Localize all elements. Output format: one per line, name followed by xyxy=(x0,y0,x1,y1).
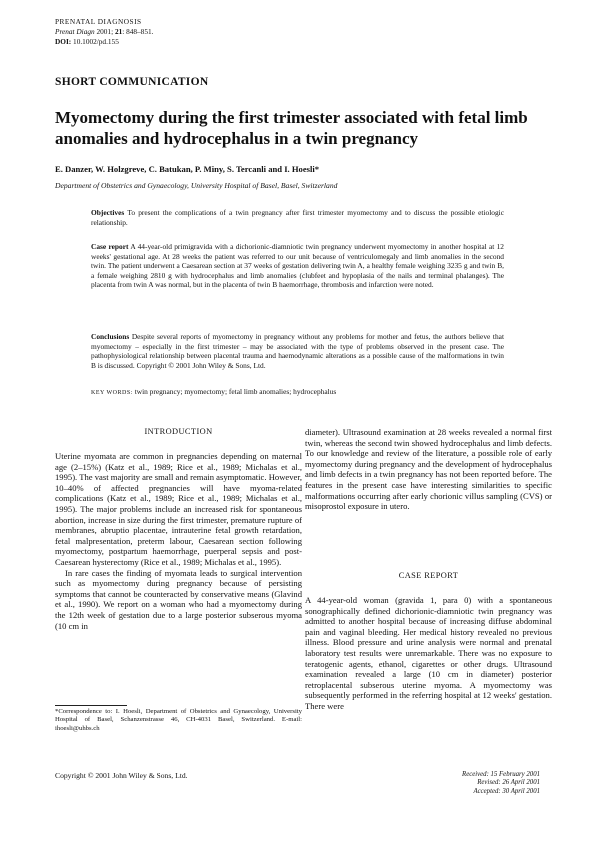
keywords xyxy=(91,387,504,396)
copyright-notice: Copyright © 2001 John Wiley & Sons, Ltd. xyxy=(55,771,188,780)
objectives-label: Objectives xyxy=(91,208,125,217)
journal-volume: 21 xyxy=(114,27,123,36)
revised-date: Revised: 26 April 2001 xyxy=(477,779,540,787)
author-list: E. Danzer, W. Holzgreve, C. Batukan, P. Miny, S. Tercanli and I. Hoesli* xyxy=(55,164,320,174)
journal-abbrev: Prenat Diagn xyxy=(55,27,95,36)
conclusions-label: Conclusions xyxy=(91,332,130,341)
intro-paragraph-2: In rare cases the finding of myomata leads to surgical intervention such as myomectomy during pregnancy because of persisting symptoms that cannot be counteracted by conservative means (Glavind et al., 1990). We report on a woman who had a myomectomy during the 12th week of gestation due to a large posterior subserous myoma (10 cm in xyxy=(55,567,302,631)
case-report-text: A 44-year-old primigravida with a dichorionic-diamniotic twin pregnancy underwent myomectomy in another hospital at 12 weeks' gestational age. At 28 weeks the patient was referred to our unit because of ventriculomegaly and limb anomalies in the second twin. The patient underwent a Caesarean section at 37 weeks of gestation delivering twin A, a healthy female weighing 3235 g and twin B, a female weighing 2810 g with hydrocephalus and limb anomalies (clubfeet and hypoplasia of the nails and terminal phalanges). The placenta from twin A was normal, but in the placenta of twin B haemorrhage, thrombosis and infarction were noted. xyxy=(91,242,504,290)
footnote-rule xyxy=(55,705,127,706)
received-date: Received: 15 February 2001 xyxy=(462,771,540,778)
submission-dates xyxy=(462,771,540,796)
keywords-text: twin pregnancy; myomectomy; fetal limb anomalies; hydrocephalus xyxy=(132,387,337,396)
correspondence-footnote: *Correspondence to: I. Hoesli, Department of Obstetrics and Gynaecology, University Hospital of Basel, Schanzenstrasse 46, CH-4031 Basel, Switzerland. E-mail: ihoesli@uhbs.ch xyxy=(55,708,302,732)
intro-paragraph-1: Uterine myomata are common in pregnancies depending on maternal age (2–15%) (Katz et al., 1989; Rice et al., 1989; Michalas et al., 1995). The vast majority are small and remain asymptomatic. However, 10–40% of affected pregnancies will have myoma-related complications (Katz et al., 1989; Rice et al., 1989; Michalas et al., 1995). The major problems include an increased risk for spontaneous abortion, increase in size during the first trimester, premature rupture of membranes, abruptio placentae, intrauterine fetal growth retardation, fetal malpresentation, preterm labour, Caesarean section following myomectomy, postpartum haemorrhage, puerperal sepsis and post-Caesarean hysterectomy (Rice et al., 1989; Michalas et al., 1995). xyxy=(55,451,302,567)
conclusions-text: Despite several reports of myomectomy in pregnancy without any problems for mother and fetus, the authors believe that myomectomy – especially in the first trimester – may be associated with the type of problems observed in the present case. The pathophysiological relationship between placental trauma and haemodynamic alterations as a possible cause of the malformations in twin B is discussed. Copyright © 2001 John Wiley & Sons, Ltd. xyxy=(91,332,504,370)
abstract-case-report xyxy=(91,242,504,290)
abstract-objectives xyxy=(91,208,504,227)
journal-doi xyxy=(55,37,153,47)
abstract-conclusions xyxy=(91,332,504,370)
doi-value: 10.1002/pd.155 xyxy=(71,37,119,46)
affiliation: Department of Obstetrics and Gynaecology, University Hospital of Basel, Basel, Switzerland xyxy=(55,181,338,190)
journal-header xyxy=(55,17,153,47)
case-paragraph-1: A 44-year-old woman (gravida 1, para 0) with a spontaneous sonographically defined dichorionic-diamniotic twin pregnancy was admitted to another hospital because of increasing diffuse abdominal pain and vaginal bleeding. Her medical history revealed no previous illness. Blood pressure and urine analysis were normal and prenatal laboratory test results were unremarkable. There was no exposure to teratogenic agents, ethanol, cigarettes or other drugs. Ultrasound examination revealed a large (10 cm in diameter) posterior retroplacental subserous uterine myoma. A myomectomy was subsequently performed in the referring hospital at 12 weeks' gestation. There were xyxy=(305,595,552,711)
case-report-body xyxy=(305,595,552,712)
keywords-label: KEY WORDS: xyxy=(91,390,133,396)
introduction-body xyxy=(55,451,302,631)
journal-year: 2001; xyxy=(94,27,115,36)
case-report-heading: CASE REPORT xyxy=(398,571,459,580)
intro-continuation: diameter). Ultrasound examination at 28 weeks revealed a normal first twin, whereas the second twin showed hydrocephalus and limb defects. To our knowledge and review of the literature, a possible role of early myomectomy during pregnancy and the development of hydrocephalus and limb defects in a twin pregnancy has not been reported before. The features in the present case have interesting similarities to specific malformations occurring after early chorionic villus sampling (CVS) or misoprostol exposure in utero. xyxy=(305,427,552,512)
doi-label: DOI: xyxy=(55,37,72,46)
right-column-top xyxy=(305,427,552,512)
accepted-date: Accepted: 30 April 2001 xyxy=(473,787,540,795)
objectives-text: To present the complications of a twin pregnancy after first trimester myomectomy and to discuss the possible etiologic relationship. xyxy=(91,208,504,227)
section-label: SHORT COMMUNICATION xyxy=(55,76,209,88)
journal-name: PRENATAL DIAGNOSIS xyxy=(55,17,142,26)
case-report-label: Case report xyxy=(91,242,129,251)
introduction-heading: INTRODUCTION xyxy=(144,427,213,436)
journal-citation xyxy=(55,27,153,37)
journal-pages: : 848–851. xyxy=(122,27,154,36)
article-title: Myomectomy during the first trimester associated with fetal limb anomalies and hydrocephalus in a twin pregnancy xyxy=(55,108,528,148)
